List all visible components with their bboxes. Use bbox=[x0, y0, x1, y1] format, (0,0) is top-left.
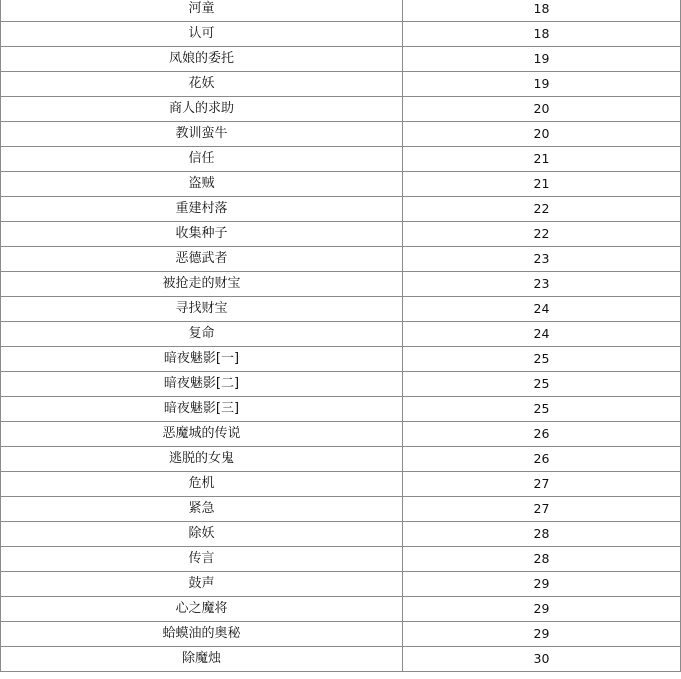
quest-level-cell: 26 bbox=[403, 422, 681, 447]
quest-level-cell: 18 bbox=[403, 22, 681, 47]
quest-level-cell: 19 bbox=[403, 72, 681, 97]
table-row bbox=[1, 0, 681, 22]
quest-level-cell: 29 bbox=[403, 622, 681, 647]
quest-level-cell: 19 bbox=[403, 47, 681, 72]
quest-level-cell: 25 bbox=[403, 397, 681, 422]
quest-level-cell: 21 bbox=[403, 172, 681, 197]
table-row bbox=[1, 372, 681, 397]
quest-level-cell: 20 bbox=[403, 97, 681, 122]
table-row bbox=[1, 497, 681, 522]
table-row bbox=[1, 22, 681, 47]
quest-level-cell: 29 bbox=[403, 597, 681, 622]
table-row bbox=[1, 272, 681, 297]
quest-name-cell: 传言 bbox=[1, 547, 403, 572]
quest-name-cell: 花妖 bbox=[1, 72, 403, 97]
quest-level-cell: 28 bbox=[403, 522, 681, 547]
table-row bbox=[1, 347, 681, 372]
quest-name-cell: 危机 bbox=[1, 472, 403, 497]
quest-name-cell: 暗夜魅影[三] bbox=[1, 397, 403, 422]
quest-level-cell: 20 bbox=[403, 122, 681, 147]
table-row bbox=[1, 72, 681, 97]
quest-name-cell: 暗夜魅影[一] bbox=[1, 347, 403, 372]
quest-name-cell: 心之魔将 bbox=[1, 597, 403, 622]
quest-name-cell: 蛤蟆油的奥秘 bbox=[1, 622, 403, 647]
table-row bbox=[1, 397, 681, 422]
quest-name-cell: 凤娘的委托 bbox=[1, 47, 403, 72]
table-row bbox=[1, 547, 681, 572]
quest-name-cell: 紧急 bbox=[1, 497, 403, 522]
quest-name-cell: 教训蛮牛 bbox=[1, 122, 403, 147]
quest-level-cell: 24 bbox=[403, 322, 681, 347]
quest-name-cell: 除妖 bbox=[1, 522, 403, 547]
quest-level-cell: 25 bbox=[403, 372, 681, 397]
table-row bbox=[1, 572, 681, 597]
quest-name-cell: 重建村落 bbox=[1, 197, 403, 222]
table-row bbox=[1, 597, 681, 622]
quest-level-cell: 27 bbox=[403, 497, 681, 522]
quest-name-cell: 收集种子 bbox=[1, 222, 403, 247]
quest-name-cell: 恶魔城的传说 bbox=[1, 422, 403, 447]
quest-name-cell: 除魔烛 bbox=[1, 647, 403, 672]
table-row bbox=[1, 147, 681, 172]
quest-level-cell: 30 bbox=[403, 647, 681, 672]
quest-name-cell: 盗贼 bbox=[1, 172, 403, 197]
table-row bbox=[1, 247, 681, 272]
table-row bbox=[1, 322, 681, 347]
quest-name-cell: 逃脱的女鬼 bbox=[1, 447, 403, 472]
quest-name-cell: 被抢走的财宝 bbox=[1, 272, 403, 297]
table-row bbox=[1, 472, 681, 497]
quest-name-cell: 恶德武者 bbox=[1, 247, 403, 272]
quest-level-cell: 25 bbox=[403, 347, 681, 372]
quest-name-cell: 河童 bbox=[1, 0, 403, 22]
table-row bbox=[1, 47, 681, 72]
table-row bbox=[1, 222, 681, 247]
table-row bbox=[1, 197, 681, 222]
table-row bbox=[1, 447, 681, 472]
quest-level-cell: 29 bbox=[403, 572, 681, 597]
table-row bbox=[1, 647, 681, 672]
quest-level-cell: 23 bbox=[403, 272, 681, 297]
quest-name-cell: 认可 bbox=[1, 22, 403, 47]
table-row bbox=[1, 422, 681, 447]
quest-name-cell: 鼓声 bbox=[1, 572, 403, 597]
table-row bbox=[1, 97, 681, 122]
quest-name-cell: 信任 bbox=[1, 147, 403, 172]
table-row bbox=[1, 522, 681, 547]
quest-name-cell: 商人的求助 bbox=[1, 97, 403, 122]
table-row bbox=[1, 622, 681, 647]
quest-level-cell: 22 bbox=[403, 222, 681, 247]
quest-level-cell: 28 bbox=[403, 547, 681, 572]
quest-level-cell: 27 bbox=[403, 472, 681, 497]
quest-table-body bbox=[1, 0, 681, 672]
table-row bbox=[1, 297, 681, 322]
table-row bbox=[1, 122, 681, 147]
quest-level-cell: 23 bbox=[403, 247, 681, 272]
quest-level-cell: 24 bbox=[403, 297, 681, 322]
quest-name-cell: 复命 bbox=[1, 322, 403, 347]
quest-level-cell: 22 bbox=[403, 197, 681, 222]
quest-level-cell: 26 bbox=[403, 447, 681, 472]
quest-name-cell: 寻找财宝 bbox=[1, 297, 403, 322]
table-row bbox=[1, 172, 681, 197]
quest-level-cell: 21 bbox=[403, 147, 681, 172]
quest-name-cell: 暗夜魅影[二] bbox=[1, 372, 403, 397]
quest-level-cell: 18 bbox=[403, 0, 681, 22]
